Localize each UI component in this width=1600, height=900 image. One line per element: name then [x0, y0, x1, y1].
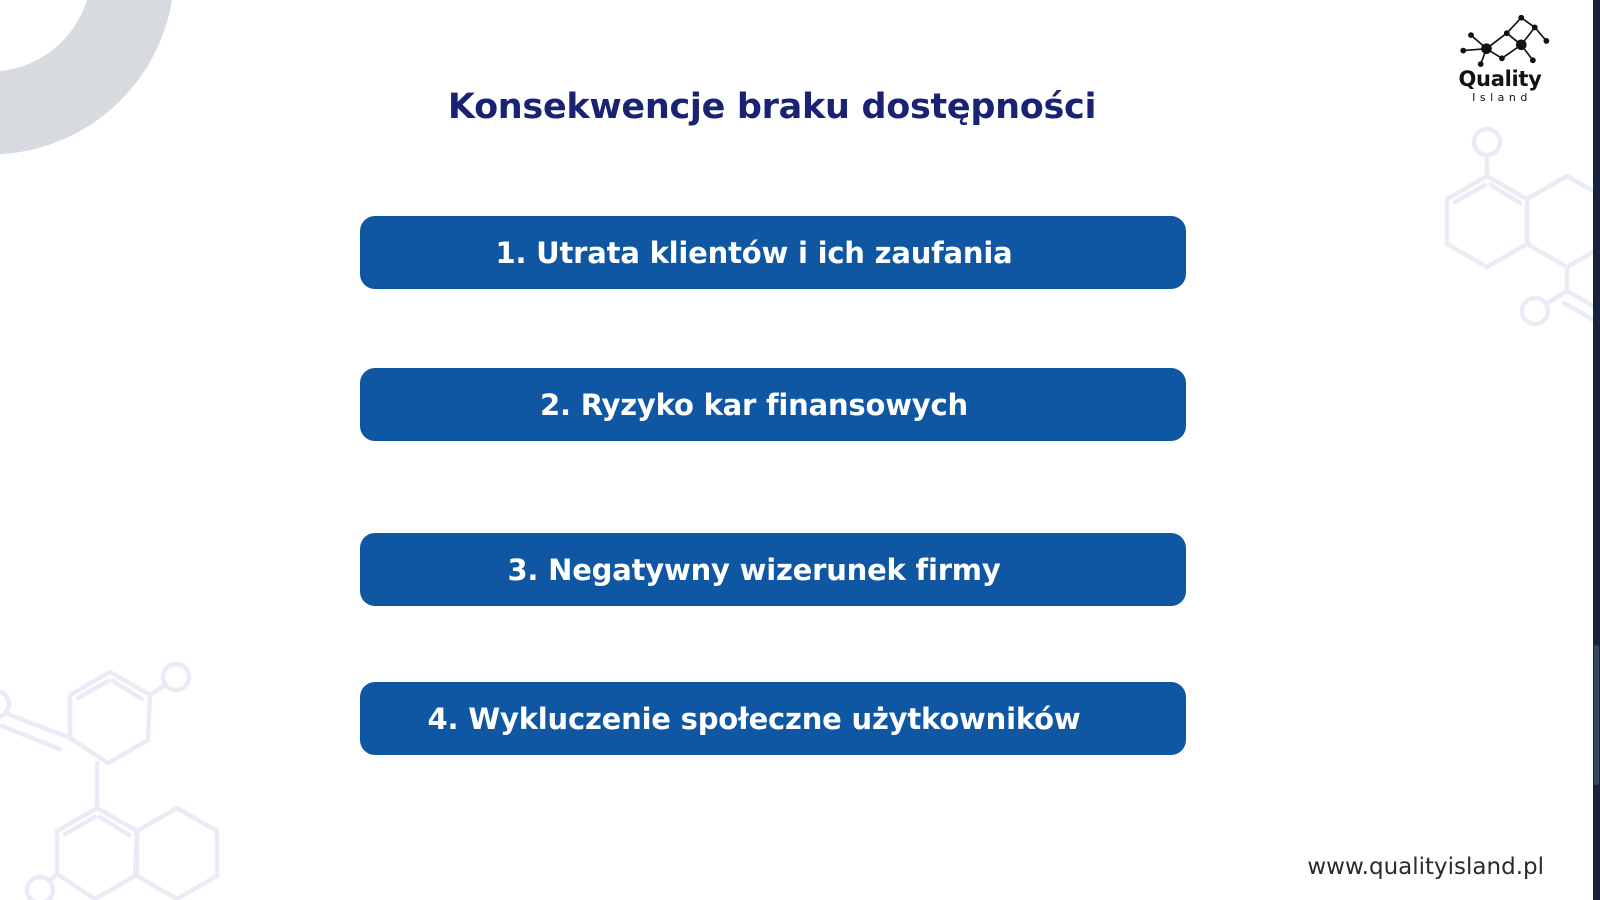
consequence-bar-1: 1. Utrata klientów i ich zaufania: [360, 216, 1186, 289]
ring-decoration-icon: [0, 0, 210, 180]
consequence-bar-3: 3. Negatywny wizerunek firmy: [360, 533, 1186, 606]
scrollbar-track[interactable]: [1593, 0, 1600, 900]
consequence-bar-4: 4. Wykluczenie społeczne użytkowników: [360, 682, 1186, 755]
slide-title: Konsekwencje braku dostępności: [447, 87, 1097, 128]
molecule-pattern-right-icon: [1415, 92, 1600, 377]
website-url: www.qualityisland.pl: [1307, 854, 1544, 880]
quality-island-logo: [1448, 10, 1552, 104]
logo-subtitle: Island: [1472, 91, 1532, 105]
logo-name: Quality: [1458, 67, 1542, 91]
scrollbar-thumb[interactable]: [1594, 645, 1599, 785]
consequence-bar-2: 2. Ryzyko kar finansowych: [360, 368, 1186, 441]
network-nodes-icon: [1450, 10, 1550, 68]
molecule-pattern-bottom-left-icon: [0, 618, 250, 900]
